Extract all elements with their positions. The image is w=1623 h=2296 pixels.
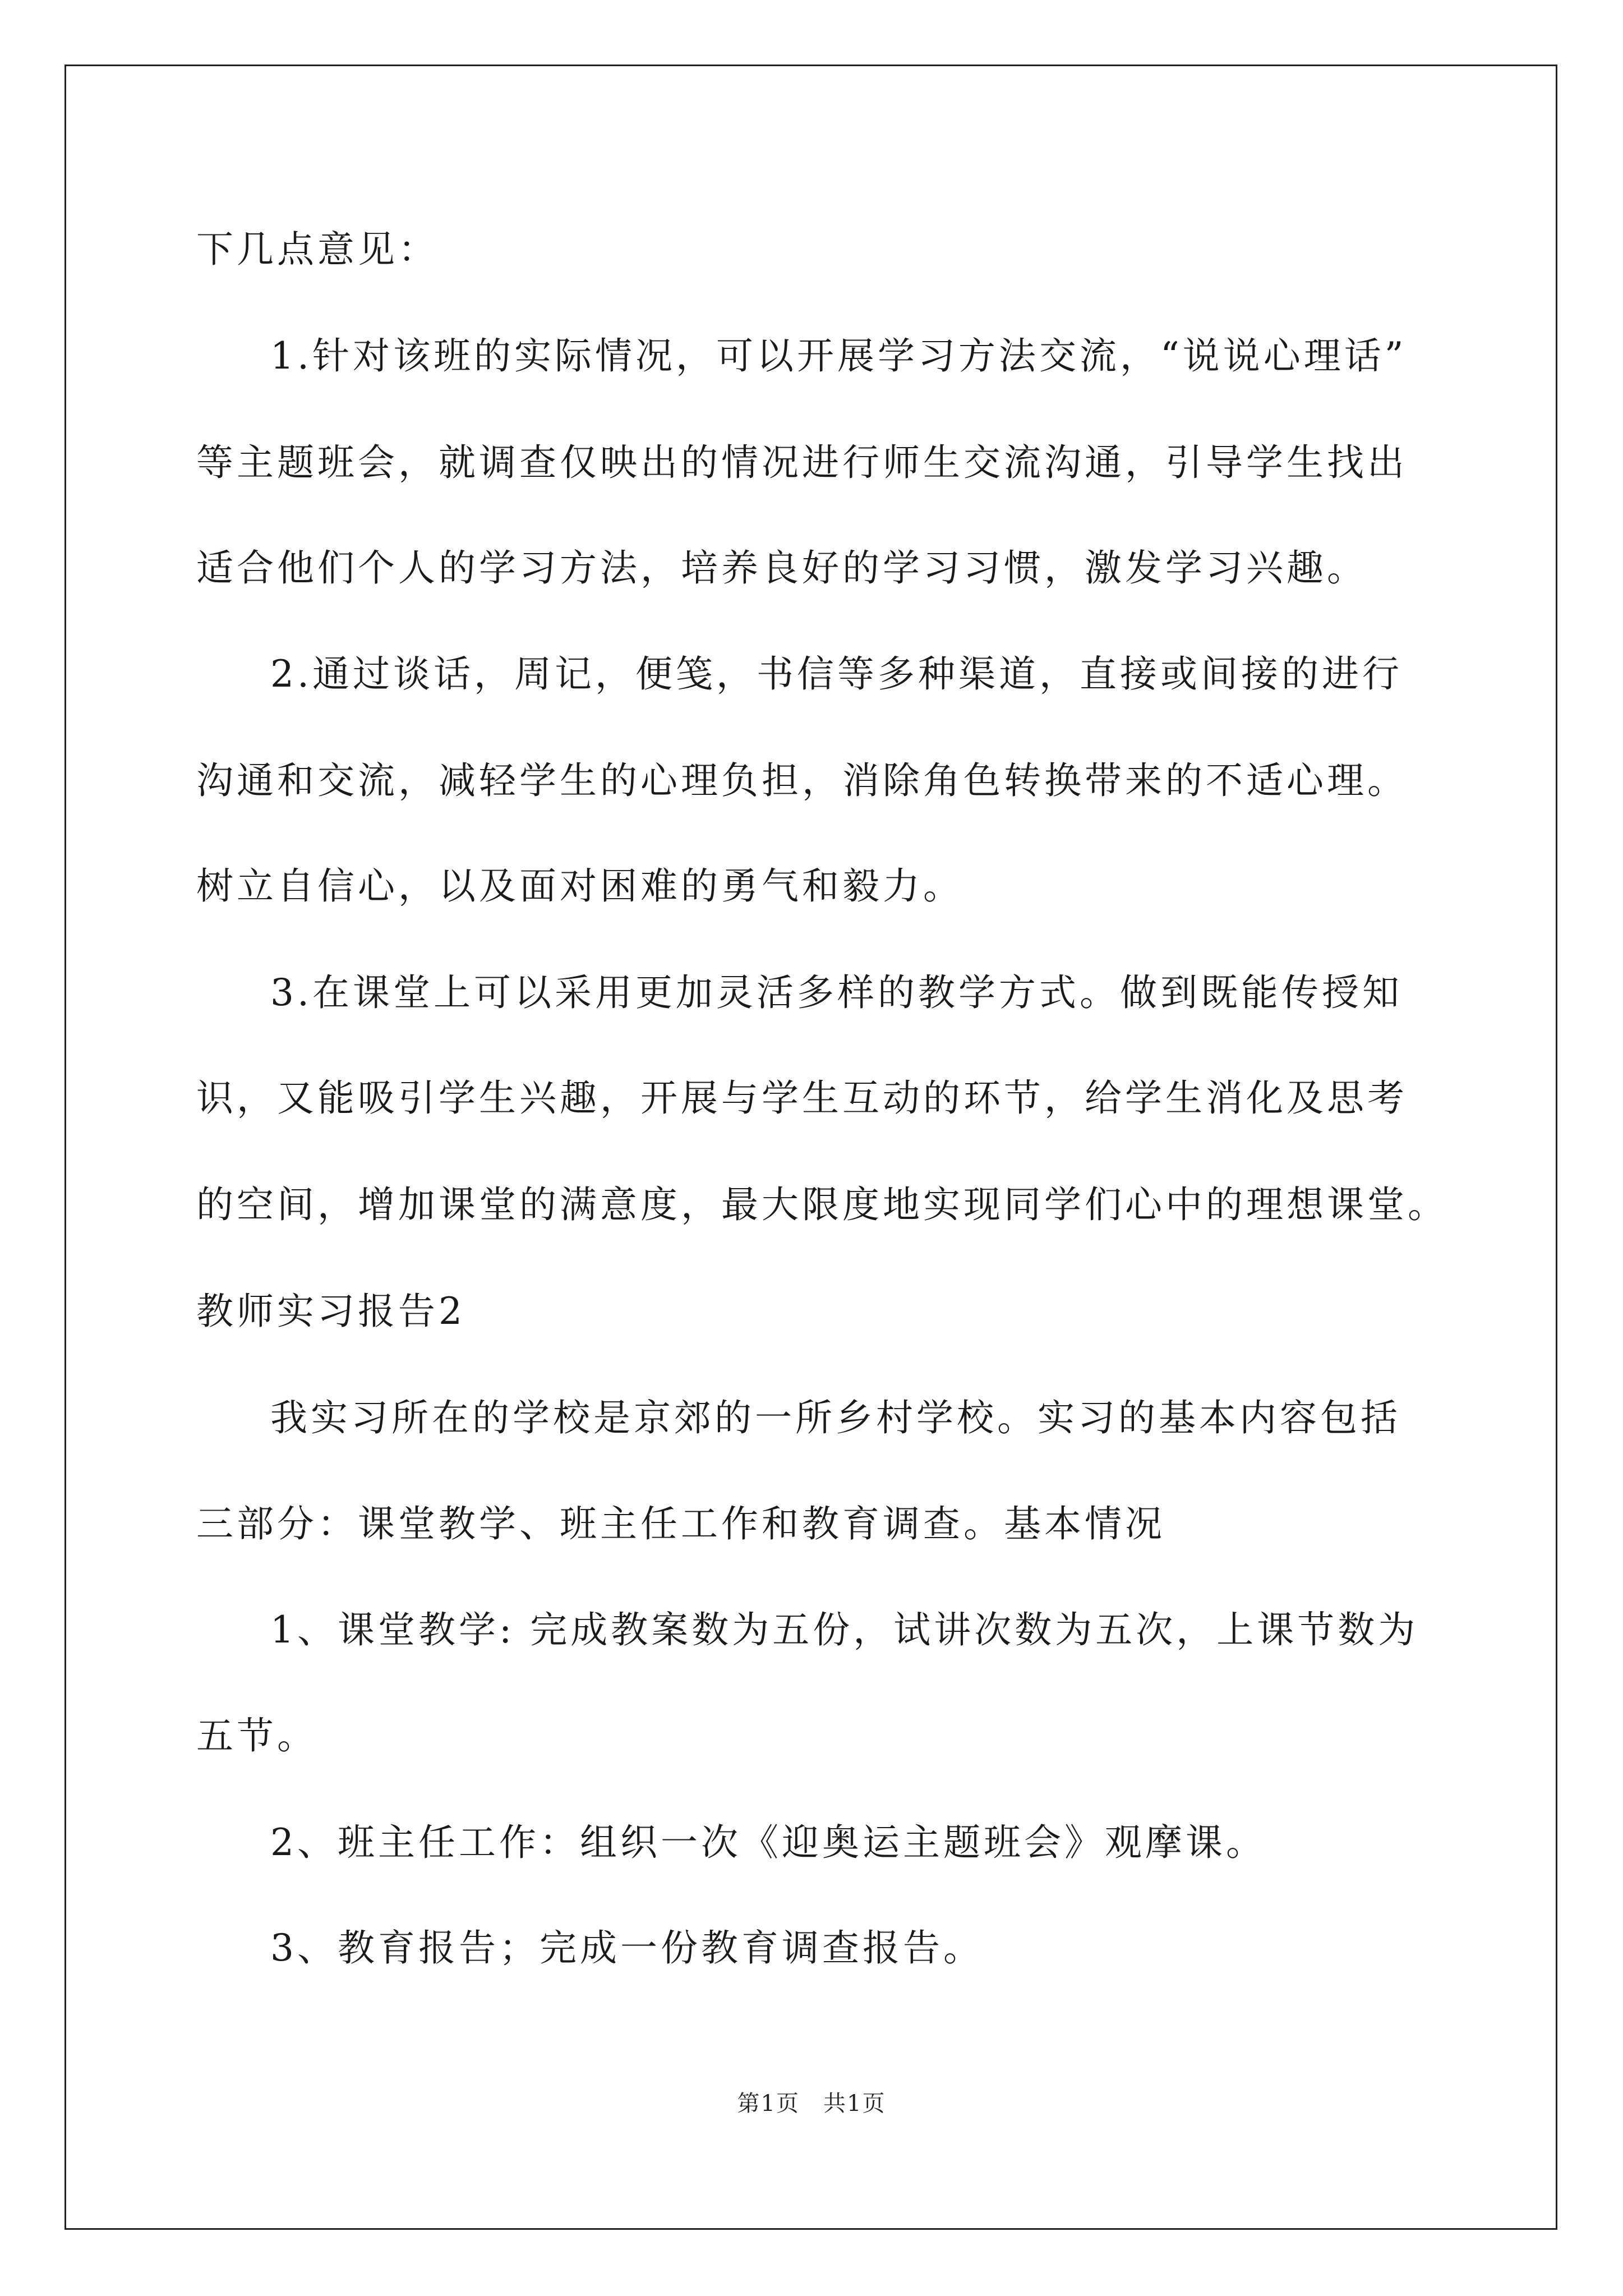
text-line: 树立自信心，以及面对困难的勇气和毅力。 <box>196 864 963 908</box>
section-heading: 教师实习报告2 <box>196 1290 465 1333</box>
text-line: 我实习所在的学校是京郊的一所乡村学校。实习的基本内容包括 <box>270 1396 1401 1439</box>
text-line: 3、教育报告；完成一份教育调查报告。 <box>270 1926 984 1970</box>
text-line: 五节。 <box>196 1714 317 1757</box>
text-line: 3.在课堂上可以采用更加灵活多样的教学方式。做到既能传授知 <box>270 971 1403 1014</box>
text-line: 下几点意见： <box>196 228 439 271</box>
text-line: 2.通过谈话，周记，便笺，书信等多种渠道，直接或间接的进行 <box>270 652 1403 696</box>
text-line: 1.针对该班的实际情况，可以开展学习方法交流，“说说心理话” <box>270 334 1407 378</box>
page-number-footer: 第1页 共1页 <box>737 2091 886 2116</box>
text-line: 沟通和交流，减轻学生的心理负担，消除角色转换带来的不适心理。 <box>196 759 1408 802</box>
text-line: 识，又能吸引学生兴趣，开展与学生互动的环节，给学生消化及思考 <box>196 1076 1408 1120</box>
text-line: 适合他们个人的学习方法，培养良好的学习习惯，激发学习兴趣。 <box>196 546 1367 590</box>
text-line: 等主题班会，就调查仅映出的情况进行师生交流沟通，引导学生找出 <box>196 441 1408 484</box>
text-line: 的空间，增加课堂的满意度，最大限度地实现同学们心中的理想课堂。 <box>196 1183 1448 1226</box>
text-line: 1、课堂教学: 完成教案数为五份，试讲次数为五次，上课节数为 <box>270 1608 1419 1651</box>
text-line: 2、班主任工作：组织一次《迎奥运主题班会》观摩课。 <box>270 1821 1266 1864</box>
text-line: 三部分：课堂教学、班主任工作和教育调查。基本情况 <box>196 1502 1165 1545</box>
page-border <box>64 65 1557 2230</box>
